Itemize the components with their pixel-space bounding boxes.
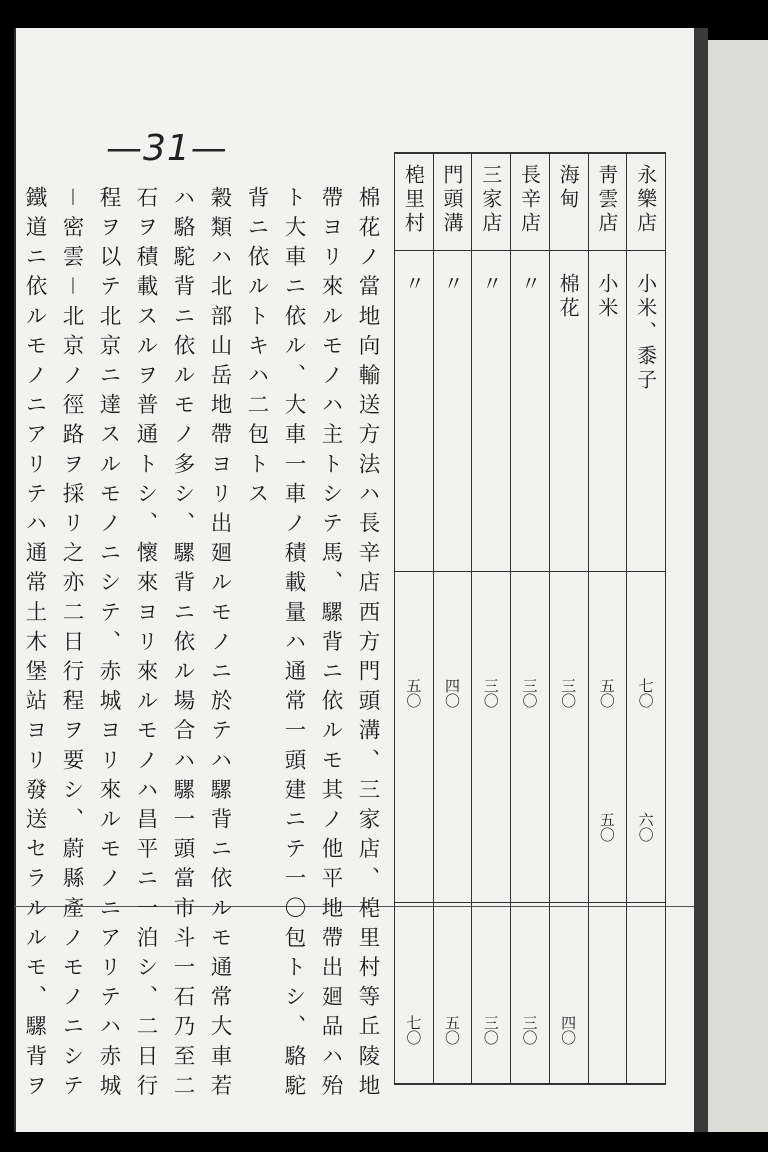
- price-cell: [511, 903, 550, 1085]
- price-cell-text: 五〇: [404, 678, 423, 708]
- text-column: 背ニ依ルトキハ二包トス: [244, 186, 269, 512]
- place-cell: [588, 153, 627, 251]
- goods-cell: [627, 251, 666, 572]
- price-cell: [588, 722, 627, 903]
- price-cell-text: 七〇: [636, 678, 655, 708]
- text-column: 石ヲ積載スルヲ普通トシ、懷來ヨリ來ルモノハ昌平ニ一泊シ、二日行: [133, 186, 158, 1104]
- text-column: ハ駱駝背ニ依ルモノ多シ、騾背ニ依ル場合ハ騾一頭當市斗一石乃至二: [170, 186, 195, 1104]
- goods-cell-text: 〃: [478, 273, 503, 297]
- place-cell: [395, 153, 434, 251]
- text-column: 棉花ノ當地向輸送方法ハ長辛店西方門頭溝、三家店、梍里村等丘陵地: [355, 186, 380, 1104]
- price-cell-text: 五〇: [443, 1015, 462, 1045]
- adjacent-page: [708, 40, 768, 1132]
- price-cell-text: 五〇: [597, 678, 616, 708]
- price-cell: [549, 722, 588, 903]
- price-cell: [433, 722, 472, 903]
- price-cell: [588, 903, 627, 1085]
- place-cell-text: 梍里村: [401, 164, 426, 236]
- goods-cell: [588, 251, 627, 572]
- price-cell-text: 五〇: [597, 812, 616, 842]
- place-cell: [549, 153, 588, 251]
- text-column: 程ヲ以テ北京ニ達スルモノニシテ、赤城ヨリ來ルモノニアリテハ赤城: [96, 186, 121, 1104]
- price-cell-text: 四〇: [559, 1015, 578, 1045]
- place-cell-text: 永樂店: [633, 164, 658, 236]
- page-number: —31—: [106, 128, 228, 169]
- price-cell-text: 三〇: [481, 678, 500, 708]
- price-cell: [549, 903, 588, 1085]
- goods-cell: [511, 251, 550, 572]
- goods-cell-text: 棉花: [556, 273, 581, 321]
- price-cell: [472, 572, 511, 723]
- price-cell: [433, 572, 472, 723]
- transport-table: [394, 152, 666, 1085]
- price-cell: [627, 722, 666, 903]
- price-cell: [472, 903, 511, 1085]
- goods-cell: [549, 251, 588, 572]
- place-cell-text: 三家店: [478, 164, 503, 236]
- place-cell-text: 門頭溝: [440, 164, 465, 236]
- price-cell: [549, 572, 588, 723]
- place-cell: [472, 153, 511, 251]
- goods-cell-text: 小米: [594, 273, 619, 321]
- price-cell: [588, 572, 627, 723]
- price-cell-text: 三〇: [559, 678, 578, 708]
- text-column: 穀類ハ北部山岳地帶ヨリ出廻ルモノニ於テハ騾背ニ依ルモ通常大車若: [207, 186, 232, 1104]
- price-cell-text: 三〇: [481, 1015, 500, 1045]
- price-cell: [395, 903, 434, 1085]
- text-column: ト大車ニ依ル、大車一車ノ積載量ハ通常一頭建ニテ一〇包トシ、駱駝: [281, 186, 306, 1104]
- goods-cell-text: 〃: [401, 273, 426, 297]
- price-cell-text: 六〇: [636, 812, 655, 842]
- price-cell: [627, 572, 666, 723]
- goods-cell: [433, 251, 472, 572]
- price-cell: [395, 572, 434, 723]
- place-cell: [627, 153, 666, 251]
- price-cell: [511, 722, 550, 903]
- place-cell-text: 長辛店: [517, 164, 542, 236]
- place-cell: [433, 153, 472, 251]
- place-cell-text: 海甸: [556, 164, 581, 212]
- price-cell-text: 三〇: [520, 678, 539, 708]
- place-cell-text: 靑雲店: [594, 164, 619, 236]
- goods-cell-text: 〃: [440, 273, 465, 297]
- text-column: 帶ヨリ來ルモノハ主トシテ馬、騾背ニ依ルモ其ノ他平地帶出廻品ハ殆: [318, 186, 343, 1104]
- body-text: [22, 186, 386, 1104]
- book-spine: [694, 28, 708, 1132]
- price-cell-text: 四〇: [443, 678, 462, 708]
- goods-cell: [472, 251, 511, 572]
- price-cell: [511, 572, 550, 723]
- price-cell-text: 三〇: [520, 1015, 539, 1045]
- price-cell: [433, 903, 472, 1085]
- price-cell: [472, 722, 511, 903]
- goods-cell-text: 〃: [517, 273, 542, 297]
- text-column: 鐵道ニ依ルモノニアリテハ通常土木堡站ヨリ發送セラルルモ、騾背ヲ: [22, 186, 47, 1104]
- goods-cell: [395, 251, 434, 572]
- text-column: －密雲－北京ノ徑路ヲ採リ之亦二日行程ヲ要シ、蔚縣產ノモノニシテ: [59, 186, 84, 1104]
- goods-cell-text: 小米、黍子: [633, 273, 658, 393]
- price-cell-text: 七〇: [404, 1015, 423, 1045]
- price-cell: [395, 722, 434, 903]
- place-cell: [511, 153, 550, 251]
- price-cell: [627, 903, 666, 1085]
